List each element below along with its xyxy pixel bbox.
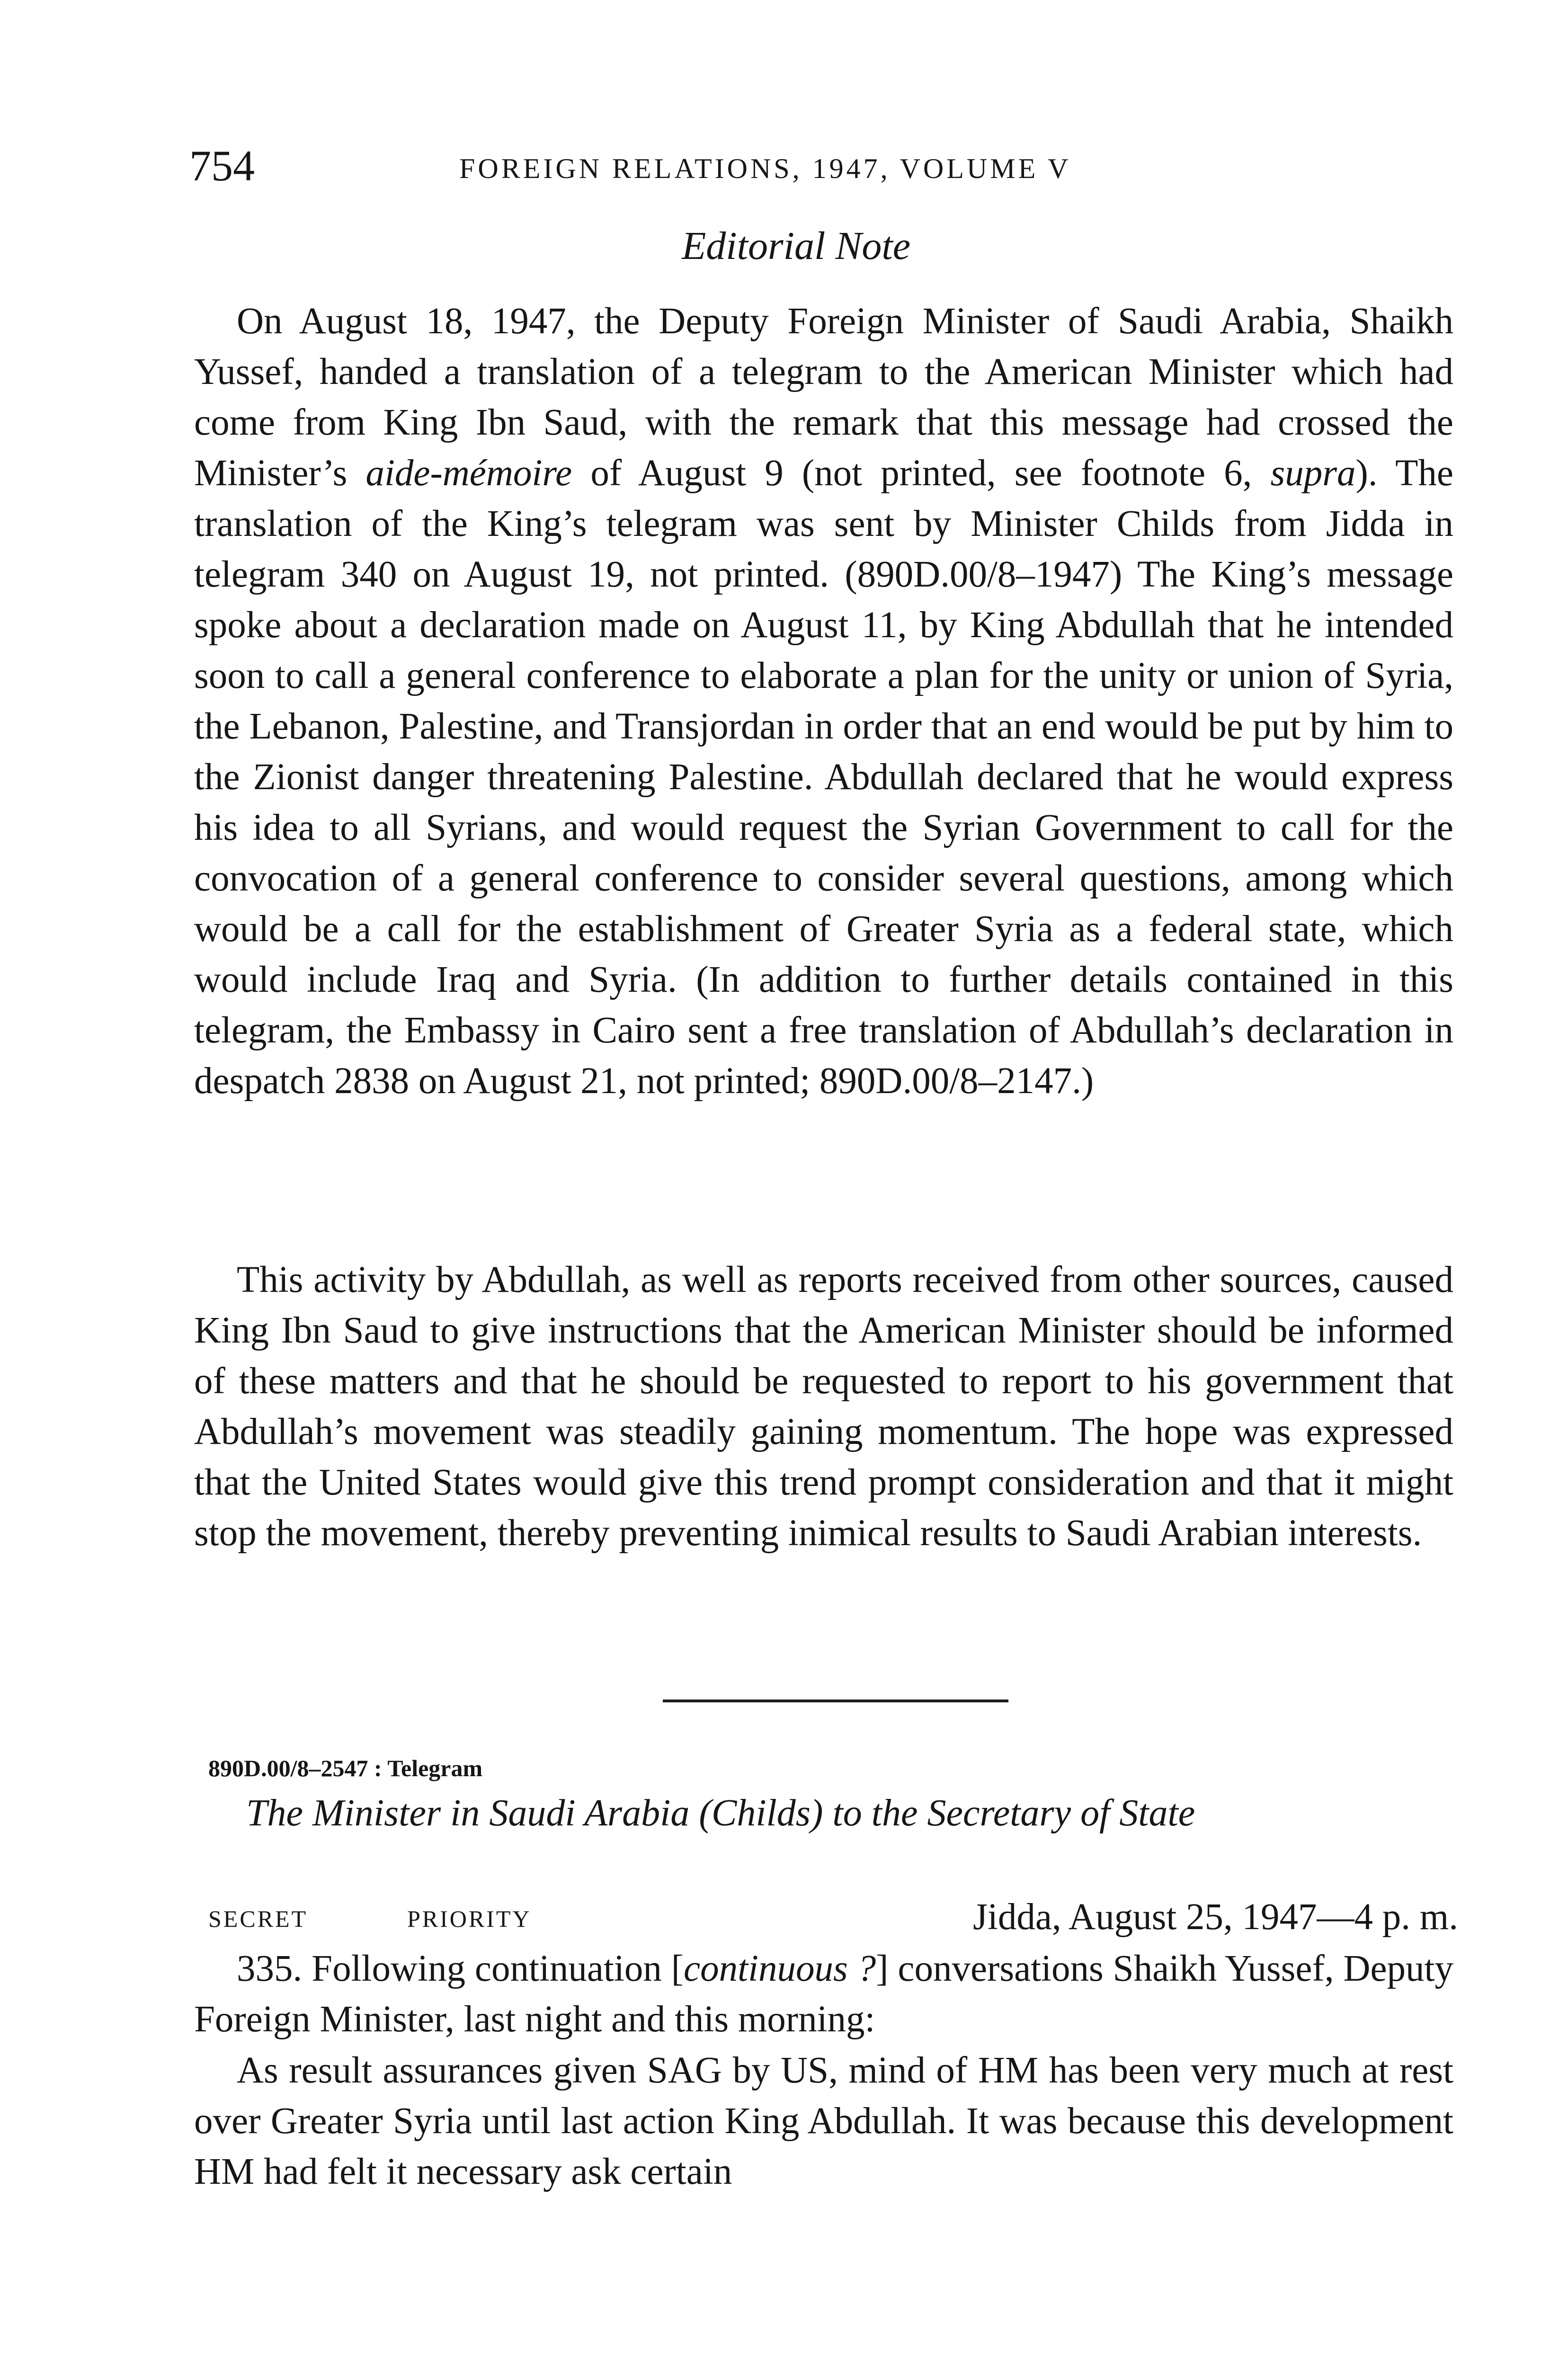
telegram-paragraph-1-text-a: 335. Following continuation [ bbox=[237, 1948, 684, 1989]
editorial-paragraph-1 bbox=[194, 296, 1453, 1106]
section-divider bbox=[663, 1700, 1008, 1702]
classification-line bbox=[208, 1894, 1458, 1941]
editorial-paragraph-1-text-a: On August 18, 1947, the Deputy Foreign Minister of Saudi Arabia, Shaikh Yussef, handed a translation of a telegram to the American Minister which had come from King Ibn Saud, with the remark that this message had crossed the Minister’s bbox=[194, 301, 1453, 494]
telegram-paragraph-1 bbox=[194, 1943, 1453, 2045]
editorial-paragraph-1-italic-a: aide-mémoire bbox=[365, 453, 572, 494]
editorial-note-heading: Editorial Note bbox=[682, 224, 910, 268]
telegram-title: The Minister in Saudi Arabia (Childs) to the Secretary of State bbox=[246, 1792, 1195, 1834]
priority-label: PRIORITY bbox=[407, 1905, 532, 1932]
editorial-paragraph-1-text-b: of August 9 (not printed, see footnote 6, bbox=[572, 453, 1271, 494]
telegram-paragraph-1-italic: continuous ? bbox=[684, 1948, 876, 1989]
dateline: Jidda, August 25, 1947—4 p. m. bbox=[973, 1896, 1458, 1938]
editorial-paragraph-2: This activity by Abdullah, as well as reports received from other sources, caused King Ibn Saud to give instructions that the American Minister should be informed of these matters and that he should be requested to report to his government that Abdullah’s movement was steadily gaining momentum. The hope was expressed that the United States would give this trend prompt consideration and that it might stop the movement, thereby preventing inimical results to Saudi Arabian interests. bbox=[194, 1259, 1453, 1554]
telegram-paragraph-1-text-b: ] conversations Shaikh Yussef, Deputy Foreign Minister, last night and this morning: bbox=[194, 1948, 1453, 2040]
running-head-title: FOREIGN RELATIONS, 1947, VOLUME V bbox=[459, 153, 1071, 184]
editorial-paragraph-1-text-c: ). The translation of the King’s telegram was sent by Minister Childs from Jidda in telegram 340 on August 19, not printed. (890D.00/8–1947) The King’s message spoke about a declaration made on August 11, by King Abdullah that he intended soon to call a general conference to elaborate a plan for the unity or union of Syria, the Lebanon, Palestine, and Transjordan in order that an end would be put by him to the Zionist danger threatening Palestine. Abdullah declared that he would express his idea to all Syrians, and would request the Syrian Government to call for the convocation of a general conference to consider several questions, among which would be a call for the establishment of Greater Syria as a federal state, which would include Iraq and Syria. (In addition to further details contained in this telegram, the Embassy in Cairo sent a free translation of Abdullah’s declaration in despatch 2838 on August 21, not printed; 890D.00/8–2147.) bbox=[194, 453, 1453, 1102]
telegram-paragraph-2: As result assurances given SAG by US, mind of HM has been very much at rest over Greater Syria until last action King Abdullah. It was because this development HM had felt it necessary ask certain bbox=[194, 2050, 1453, 2192]
page-number: 754 bbox=[189, 142, 255, 190]
file-reference: 890D.00/8–2547 : Telegram bbox=[208, 1755, 483, 1781]
running-head bbox=[189, 137, 1463, 204]
classification-label: SECRET bbox=[208, 1905, 308, 1932]
editorial-paragraph-1-italic-b: supra bbox=[1270, 453, 1356, 494]
